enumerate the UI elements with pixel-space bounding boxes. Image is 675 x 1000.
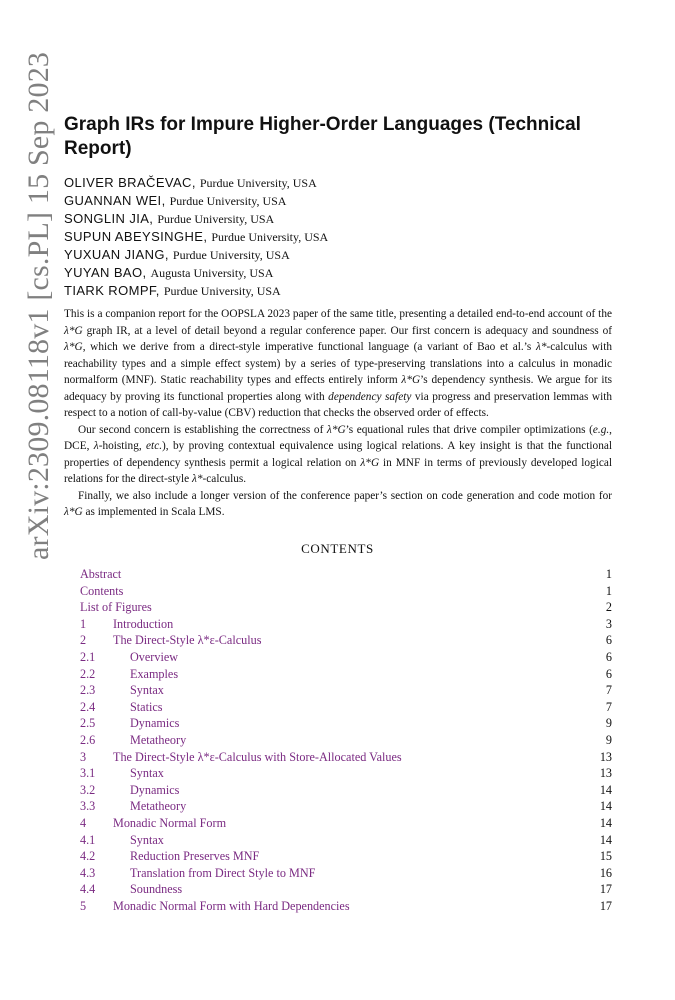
- toc-entry-link[interactable]: The Direct-Style λ*ε-Calculus with Store-Allocated Values: [113, 749, 402, 764]
- abstract-text: in MNF in terms of previously developed logical relations for the direct-style: [64, 456, 612, 485]
- abstract-text: ’s equational rules that drive compiler optimizations (: [345, 423, 593, 436]
- toc-entry-number[interactable]: 2.6: [80, 732, 96, 747]
- abstract-text: via progress and preservation lemmas with respect to a notion of call-by-value (CBV) reduction that checks the observed order of effects.: [64, 390, 613, 419]
- toc-entry-page: 13: [599, 749, 612, 764]
- abstract-text: Finally, we also include a longer version of the conference paper’s section on code generation and code motion for: [78, 489, 612, 502]
- toc-entry-link[interactable]: Dynamics: [130, 782, 180, 797]
- toc-entry-page: 1: [605, 583, 612, 598]
- toc-entry[interactable]: [80, 848, 612, 865]
- lambda-star-symbol: λ*: [191, 473, 203, 485]
- toc-entry-page: 3: [605, 616, 612, 631]
- toc-entry-page: 14: [599, 815, 612, 830]
- toc-entry-page: 6: [605, 633, 612, 648]
- lambda-star-symbol: λ*: [535, 341, 547, 353]
- author-line: [64, 174, 624, 192]
- arxiv-identifier: arXiv:2309.08118v1 [cs.PL] 15 Sep 2023: [22, 51, 55, 560]
- toc-entry-page: 7: [605, 683, 612, 698]
- toc-entry-link[interactable]: Metatheory: [130, 732, 187, 747]
- toc-entry-number[interactable]: 3: [80, 749, 87, 764]
- toc-entry-page: 2: [605, 600, 612, 615]
- author-line: [64, 282, 624, 300]
- abstract-text: -hoisting,: [98, 440, 147, 452]
- toc-entry-page: 6: [605, 649, 612, 664]
- author-line: [64, 192, 624, 210]
- abstract-text: ’s dependency synthesis. We argue for its adequacy by proving its functional properties along with: [64, 374, 612, 403]
- toc-entry-page: 15: [599, 849, 612, 864]
- emphasis-etc: etc.: [146, 440, 163, 452]
- toc-entry-link[interactable]: Translation from Direct Style to MNF: [130, 865, 316, 880]
- abstract-text: , DCE,: [64, 423, 612, 452]
- toc-entry-link[interactable]: Soundness: [130, 882, 183, 897]
- toc-entry[interactable]: [80, 599, 612, 616]
- toc-entry[interactable]: [80, 832, 612, 849]
- abstract-text: -calculus.: [202, 473, 247, 485]
- abstract: [64, 306, 612, 521]
- toc-entry[interactable]: [80, 566, 612, 583]
- toc-entry-link[interactable]: Syntax: [130, 766, 164, 781]
- toc-entry-number[interactable]: 3.2: [80, 782, 96, 797]
- toc-entry-number[interactable]: 5: [80, 898, 87, 913]
- abstract-paragraph-3: [64, 488, 612, 521]
- toc-entry[interactable]: [80, 583, 612, 600]
- lambda-g-symbol: λ*G: [360, 456, 380, 469]
- toc-entry-link[interactable]: Introduction: [113, 616, 174, 631]
- lambda-g-symbol: λ*G: [64, 506, 83, 518]
- toc-entry-link[interactable]: Syntax: [130, 832, 164, 847]
- contents-heading: CONTENTS: [301, 541, 374, 556]
- abstract-text: This is a companion report for the OOPSLA 2023 paper of the same title, presenting a detailed end-to-end account of the: [64, 308, 612, 320]
- author-name: SUPUN ABEYSINGHE,: [64, 229, 208, 244]
- author-affiliation: Purdue University, USA: [211, 230, 329, 244]
- toc-entry-page: 7: [605, 699, 612, 714]
- toc-entry[interactable]: [80, 632, 612, 649]
- author-affiliation: Purdue University, USA: [172, 248, 290, 262]
- author-name: GUANNAN WEI,: [64, 193, 166, 208]
- toc-entry-page: 14: [599, 799, 612, 814]
- toc-entry-link[interactable]: Overview: [130, 649, 179, 664]
- toc-entry-number[interactable]: 4.1: [80, 832, 96, 847]
- author-line: [64, 228, 624, 246]
- toc-entry-page: 9: [605, 732, 612, 747]
- toc-entry-number[interactable]: 2.4: [80, 699, 96, 714]
- toc-entry[interactable]: [80, 815, 612, 832]
- abstract-text: , which we derive from a direct-style imperative functional language (a variant of Bao et al.’s: [82, 341, 536, 353]
- toc-entry-link[interactable]: Metatheory: [130, 799, 187, 814]
- toc-entry-number[interactable]: 3.1: [80, 766, 96, 781]
- author-line: [64, 264, 624, 282]
- toc-entry-page: 14: [599, 832, 612, 847]
- toc-entry-number[interactable]: 4.2: [80, 849, 96, 864]
- toc-entry-page: 13: [599, 766, 612, 781]
- toc-entry-link[interactable]: The Direct-Style λ*ε-Calculus: [113, 633, 262, 648]
- lambda-g-symbol: λ*G: [64, 341, 83, 353]
- lambda-g-symbol: λ*G: [326, 423, 346, 436]
- author-list: [64, 174, 624, 300]
- abstract-text: ), by proving contextual equivalence using logical relations. A key insight is that the functional properties of dependency synthesis permit a logical relation on: [64, 440, 613, 469]
- toc-entry-page: 6: [605, 666, 612, 681]
- author-name: YUXUAN JIANG,: [64, 247, 169, 262]
- toc-entry[interactable]: [80, 765, 612, 782]
- author-name: SONGLIN JIA,: [64, 211, 154, 226]
- toc-entry-number[interactable]: 2.2: [80, 666, 96, 681]
- emphasis-eg: e.g.: [592, 423, 610, 436]
- toc-entry-page: 14: [599, 782, 612, 797]
- toc-entry[interactable]: [80, 865, 612, 882]
- author-name: TIARK ROMPF,: [64, 283, 160, 298]
- author-name: YUYAN BAO,: [64, 265, 147, 280]
- toc-entry-link[interactable]: Monadic Normal Form with Hard Dependencies: [113, 898, 350, 913]
- toc-entry-number[interactable]: 1: [80, 616, 87, 631]
- abstract-text: graph IR, at a level of detail beyond a regular conference paper. Our first concern is adequacy and soundness of: [82, 324, 612, 337]
- lambda-symbol: λ: [93, 440, 99, 452]
- abstract-paragraph-2: [64, 422, 612, 488]
- toc-entry-page: 1: [605, 567, 612, 581]
- toc-entry-page: 16: [599, 865, 612, 880]
- toc-entry-number[interactable]: 4: [80, 815, 87, 830]
- toc-entry[interactable]: [80, 749, 612, 766]
- toc-entry-number[interactable]: 2.5: [80, 716, 96, 731]
- abstract-text: -calculus with reachability types and a simple effect system) by a series of type-preserving translations into a calculus in monadic normalform (MNF). Static reachability types and effects entirely inform: [64, 341, 612, 386]
- toc-entry-link[interactable]: List of Figures: [80, 600, 152, 615]
- toc-entry[interactable]: [80, 699, 612, 716]
- toc-entry-link[interactable]: Statics: [130, 699, 163, 714]
- toc-entry-number[interactable]: 4.3: [80, 865, 96, 880]
- toc-entry[interactable]: [80, 798, 612, 815]
- toc-entry-link[interactable]: Dynamics: [130, 716, 180, 731]
- toc-entry-number[interactable]: 2.1: [80, 649, 96, 664]
- toc-entry-number[interactable]: 4.4: [80, 882, 96, 897]
- toc-entry[interactable]: [80, 732, 612, 749]
- toc-entry[interactable]: [80, 881, 612, 898]
- toc-entry[interactable]: [80, 715, 612, 732]
- toc-entry-number[interactable]: 2.3: [80, 683, 96, 698]
- table-of-contents: [80, 566, 612, 914]
- toc-entry[interactable]: [80, 616, 612, 633]
- abstract-text: as implemented in Scala LMS.: [82, 506, 225, 518]
- toc-entry-link[interactable]: Contents: [80, 583, 124, 598]
- toc-entry-page: 9: [605, 716, 612, 731]
- author-affiliation: Purdue University, USA: [169, 194, 287, 208]
- paper-title: Graph IRs for Impure Higher-Order Languages (Technical Report): [64, 114, 581, 159]
- toc-entry-link[interactable]: Reduction Preserves MNF: [130, 849, 260, 864]
- toc-entry[interactable]: [80, 649, 612, 666]
- toc-entry-link[interactable]: Monadic Normal Form: [113, 815, 227, 830]
- toc-entry[interactable]: [80, 782, 612, 799]
- toc-entry-number[interactable]: 2: [80, 633, 87, 648]
- toc-entry-link[interactable]: Examples: [130, 666, 179, 681]
- toc-entry-page: 17: [599, 898, 612, 913]
- lambda-g-symbol: λ*G: [64, 324, 83, 337]
- author-line: [64, 210, 624, 228]
- author-affiliation: Purdue University, USA: [199, 176, 317, 190]
- toc-entry-number[interactable]: 3.3: [80, 799, 96, 814]
- toc-entry[interactable]: [80, 898, 612, 915]
- emphasis-dependency-safety: dependency safety: [328, 390, 412, 403]
- author-affiliation: Augusta University, USA: [150, 266, 274, 280]
- toc-entry[interactable]: [80, 666, 612, 683]
- toc-entry-link[interactable]: Syntax: [130, 683, 164, 698]
- lambda-g-symbol: λ*G: [401, 374, 421, 386]
- abstract-paragraph-1: [64, 306, 612, 422]
- author-affiliation: Purdue University, USA: [157, 212, 275, 226]
- abstract-text: Our second concern is establishing the correctness of: [78, 423, 327, 436]
- toc-entry-page: 17: [599, 882, 612, 897]
- author-affiliation: Purdue University, USA: [163, 284, 281, 298]
- toc-entry-link[interactable]: Abstract: [80, 567, 122, 581]
- author-line: [64, 246, 624, 264]
- author-name: OLIVER BRAČEVAC,: [64, 175, 196, 190]
- toc-entry[interactable]: [80, 682, 612, 699]
